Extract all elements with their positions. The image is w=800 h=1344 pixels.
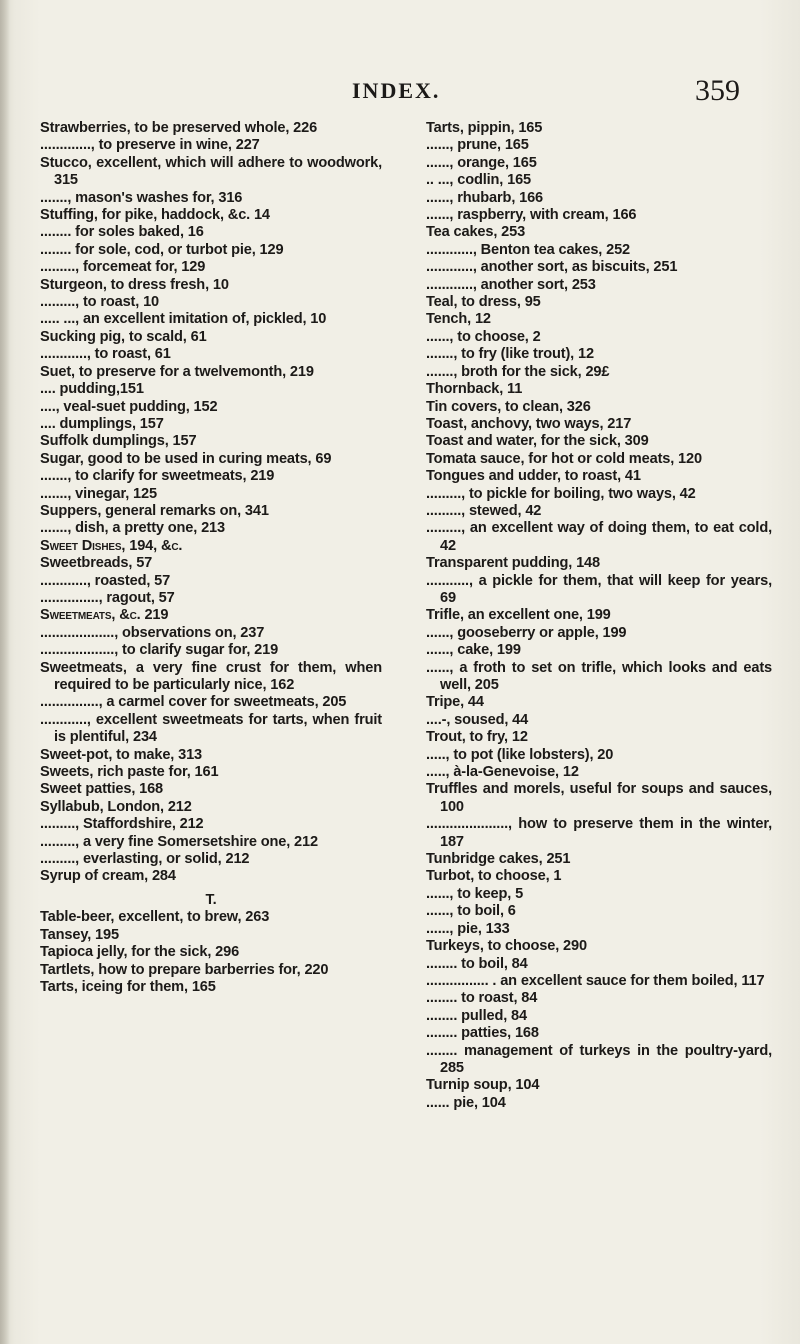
index-entry: .. ..., codlin, 165 (426, 172, 532, 189)
index-entry: ........ for soles baked, 16 (40, 224, 204, 241)
page-number: 359 (695, 74, 740, 107)
index-entry: ......, pie, 133 (426, 920, 510, 937)
index-entry: ............, excellent sweetmeats for tarts, when fruit is plentiful, 234 (40, 711, 382, 746)
index-entry: Sturgeon, to dress fresh, 10 (40, 276, 229, 293)
index-entry: Sweet patties, 168 (40, 781, 164, 798)
index-entry: Turbot, to choose, 1 (426, 868, 562, 885)
index-entry: ...... pie, 104 (426, 1094, 506, 1111)
index-entry: ........., everlasting, or solid, 212 (40, 851, 250, 868)
index-entry: ......, gooseberry or apple, 199 (426, 624, 627, 641)
index-entry: Stucco, excellent, which will adhere to woodwork, 315 (40, 154, 382, 189)
index-entry: Sucking pig, to scald, 61 (40, 328, 207, 345)
index-entry: Suet, to preserve for a twelvemonth, 219 (40, 363, 314, 380)
index-entry: ......, to boil, 6 (426, 903, 516, 920)
index-column-left (40, 120, 382, 996)
index-entry: ........., stewed, 42 (426, 502, 542, 519)
index-entry: Tunbridge cakes, 251 (426, 851, 571, 868)
index-entry: ......., to clarify for sweetmeats, 219 (40, 468, 275, 485)
index-entry: Sweetbreads, 57 (40, 555, 153, 572)
index-entry: Toast and water, for the sick, 309 (426, 433, 649, 450)
index-entry: Suppers, general remarks on, 341 (40, 502, 269, 519)
index-entry: Tongues and udder, to roast, 41 (426, 468, 641, 485)
index-entry: Tripe, 44 (426, 694, 484, 711)
binding-shadow (0, 0, 10, 1344)
index-entry: Tansey, 195 (40, 926, 119, 943)
index-entry: ........ pulled, 84 (426, 1007, 527, 1024)
index-entry: ........ to roast, 84 (426, 990, 538, 1007)
index-entry: ................ . an excellent sauce for them boiled, 117 (426, 972, 765, 989)
index-entry: ......, rhubarb, 166 (426, 189, 544, 206)
index-entry: Tartlets, how to prepare barberries for, 220 (40, 961, 329, 978)
index-entry: Suffolk dumplings, 157 (40, 433, 197, 450)
index-entry: ......, a froth to set on trifle, which looks and eats well, 205 (426, 659, 772, 693)
page-header (0, 72, 800, 106)
index-entry: ......, raspberry, with cream, 166 (426, 207, 637, 224)
index-column-right (426, 120, 772, 1112)
index-entry: ........., a very fine Somersetshire one, 212 (40, 833, 318, 850)
index-entry: ........., forcemeat for, 129 (40, 259, 206, 276)
index-entry: Sugar, good to be used in curing meats, 69 (40, 450, 332, 467)
index-entry: Sweets, rich paste for, 161 (40, 764, 219, 781)
index-entry: Tomata sauce, for hot or cold meats, 120 (426, 450, 702, 467)
index-entry: ......., dish, a pretty one, 213 (40, 520, 225, 537)
index-entry: ........ to boil, 84 (426, 955, 528, 972)
index-entry: Thornback, 11 (426, 381, 523, 398)
index-entry: ........., an excellent way of doing them, to eat cold, 42 (426, 520, 772, 554)
index-entry: Turkeys, to choose, 290 (426, 938, 587, 955)
index-entry: Tapioca jelly, for the sick, 296 (40, 944, 240, 961)
index-entry: ..................., to clarify sugar for, 219 (40, 642, 279, 659)
index-entry: Syrup of cream, 284 (40, 868, 176, 885)
index-entry: Table-beer, excellent, to brew, 263 (40, 909, 270, 926)
index-entry: ......., to fry (like trout), 12 (426, 346, 594, 363)
index-entry: Tench, 12 (426, 311, 491, 328)
index-entry: ......, prune, 165 (426, 137, 529, 154)
index-entry: ....., to pot (like lobsters), 20 (426, 746, 614, 763)
index-entry: ............, to roast, 61 (40, 346, 171, 363)
index-entry: ....., à-la-Genevoise, 12 (426, 764, 579, 781)
index-entry: ......, orange, 165 (426, 154, 537, 171)
section-letter-heading: T. (205, 891, 217, 908)
index-entry: .... pudding,151 (40, 381, 144, 398)
index-entry: ........ for sole, cod, or turbot pie, 129 (40, 241, 284, 258)
index-entry: Tea cakes, 253 (426, 224, 526, 241)
index-entry: Sweetmeats, a very fine crust for them, when required to be particularly nice, 162 (40, 659, 382, 693)
index-entry: Syllabub, London, 212 (40, 798, 192, 815)
index-entry: ............, another sort, 253 (426, 276, 596, 293)
index-entry: Sweet-pot, to make, 313 (40, 746, 202, 763)
index-entry: Transparent pudding, 148 (426, 555, 600, 572)
index-entry: Trout, to fry, 12 (426, 729, 528, 746)
index-entry: ........., to roast, 10 (40, 294, 160, 311)
index-entry: ............, roasted, 57 (40, 572, 171, 589)
index-entry: Strawberries, to be preserved whole, 226 (40, 120, 318, 136)
index-entry: ........ management of turkeys in the poultry-yard, 285 (426, 1042, 772, 1076)
index-entry: Truffles and morels, useful for soups and sauces, 100 (426, 781, 772, 815)
index-entry: Tin covers, to clean, 326 (426, 398, 591, 415)
index-entry: ......., vinegar, 125 (40, 485, 157, 502)
index-entry: ............., to preserve in wine, 227 (40, 137, 260, 154)
index-entry: ........., to pickle for boiling, two ways, 42 (426, 485, 696, 502)
index-entry: ............, another sort, as biscuits, 251 (426, 259, 678, 276)
index-entry: ...., veal-suet pudding, 152 (40, 398, 218, 415)
index-entry: Trifle, an excellent one, 199 (426, 607, 611, 624)
index-entry: ......, to choose, 2 (426, 328, 541, 345)
index-entry: Toast, anchovy, two ways, 217 (426, 415, 632, 432)
index-entry: ..............., a carmel cover for sweetmeats, 205 (40, 694, 347, 711)
index-entry: ......., mason's washes for, 316 (40, 189, 243, 206)
index-entry: Turnip soup, 104 (426, 1077, 540, 1094)
index-entry: ....-, soused, 44 (426, 711, 529, 728)
index-entry: ....................., how to preserve them in the winter, 187 (426, 816, 772, 850)
index-entry: Tarts, pippin, 165 (426, 120, 543, 136)
index-entry: ........., Staffordshire, 212 (40, 816, 204, 833)
index-entry: ......., broth for the sick, 29£ (426, 363, 610, 380)
index-entry: Teal, to dress, 95 (426, 294, 541, 311)
index-entry: ..................., observations on, 237 (40, 624, 265, 641)
index-entry: .... dumplings, 157 (40, 415, 164, 432)
index-entry: ............, Benton tea cakes, 252 (426, 241, 631, 258)
index-entry: Sweet Dishes, 194, &c. (40, 537, 183, 554)
index-entry: ..........., a pickle for them, that will keep for years, 69 (426, 572, 772, 606)
index-entry: ......, to keep, 5 (426, 885, 524, 902)
index-entry: ......, cake, 199 (426, 642, 521, 659)
index-entry: Sweetmeats, &c. 219 (40, 607, 169, 624)
index-entry: Tarts, iceing for them, 165 (40, 978, 216, 995)
index-entry: ........ patties, 168 (426, 1025, 539, 1042)
index-entry: ..... ..., an excellent imitation of, pickled, 10 (40, 311, 327, 328)
index-entry: Stuffing, for pike, haddock, &c. 14 (40, 207, 270, 224)
page-title: INDEX. (352, 78, 441, 103)
index-entry: ..............., ragout, 57 (40, 589, 175, 606)
